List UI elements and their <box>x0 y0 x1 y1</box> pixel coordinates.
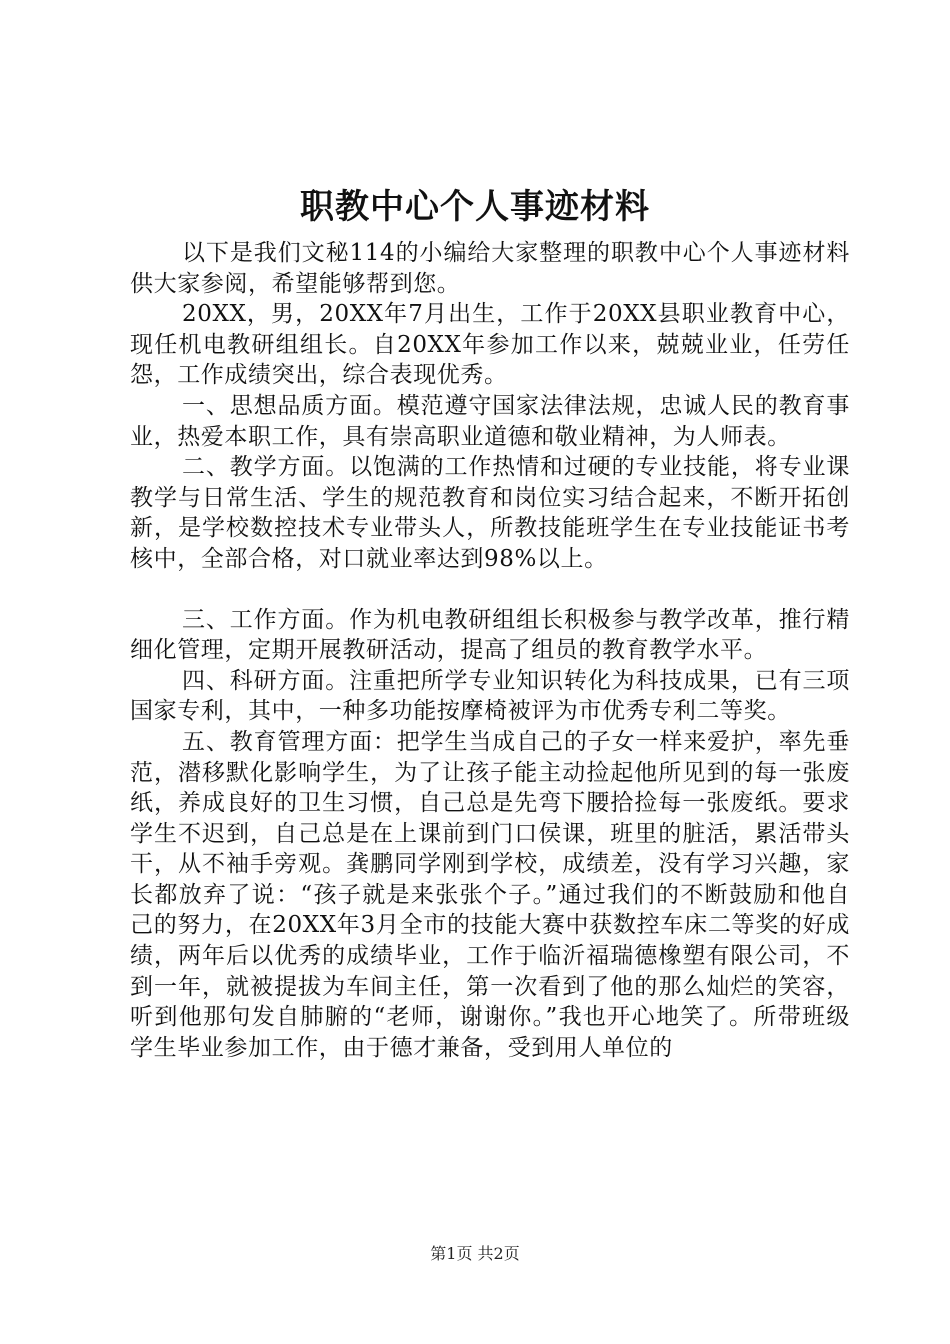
ideology-paragraph: 一、思想品质方面。模范遵守国家法律法规，忠诚人民的教育事业，热爱本职工作，具有崇高职业道德和敬业精神，为人师表。 <box>130 392 850 450</box>
research-paragraph: 四、科研方面。注重把所学专业知识转化为科技成果，已有三项国家专利，其中，一种多功能按摩椅被评为市优秀专利二等奖。 <box>130 667 850 725</box>
profile-paragraph: 20XX，男，20XX年7月出生，工作于20XX县职业教育中心，现任机电教研组组长。自20XX年参加工作以来，兢兢业业，任劳任怨，工作成绩突出，综合表现优秀。 <box>130 301 850 389</box>
page-footer: 第1页 共2页 <box>430 1244 520 1263</box>
work-paragraph: 三、工作方面。作为机电教研组组长积极参与教学改革，推行精细化管理，定期开展教研活动，提高了组员的教育教学水平。 <box>130 606 850 664</box>
teaching-paragraph: 二、教学方面。以饱满的工作热情和过硬的专业技能，将专业课教学与日常生活、学生的规范教育和岗位实习结合起来，不断开拓创新，是学校数控技术专业带头人，所教技能班学生在专业技能证书考核中，全部合格，对口就业率达到98%以上。 <box>130 454 850 572</box>
intro-paragraph: 以下是我们文秘114的小编给大家整理的职教中心个人事迹材料供大家参阅，希望能够帮到您。 <box>130 240 850 297</box>
management-paragraph: 五、教育管理方面：把学生当成自己的子女一样来爱护，率先垂范，潜移默化影响学生，为了让孩子能主动捡起他所见到的每一张废纸，养成良好的卫生习惯，自己总是先弯下腰拾捡每一张废纸。要求学生不迟到，自己总是在上课前到门口侯课，班里的脏活，累活带头干，从不袖手旁观。龚鹏同学刚到学校，成绩差，没有学习兴趣，家长都放弃了说：“孩子就是来张张个子。”通过我们的不断鼓励和他自己的努力，在20XX年3月全市的技能大赛中获数控车床二等奖的好成绩，两年后以优秀的成绩毕业，工作于临沂福瑞德橡塑有限公司，不到一年，就被提拔为车间主任，第一次看到了他的那么灿烂的笑容，听到他那句发自肺腑的“老师，谢谢你。”我也开心地笑了。所带班级学生毕业参加工作，由于德才兼备，受到用人单位的 <box>130 728 850 1061</box>
document-body <box>130 238 850 1063</box>
document-title: 职教中心个人事迹材料 <box>300 187 650 227</box>
